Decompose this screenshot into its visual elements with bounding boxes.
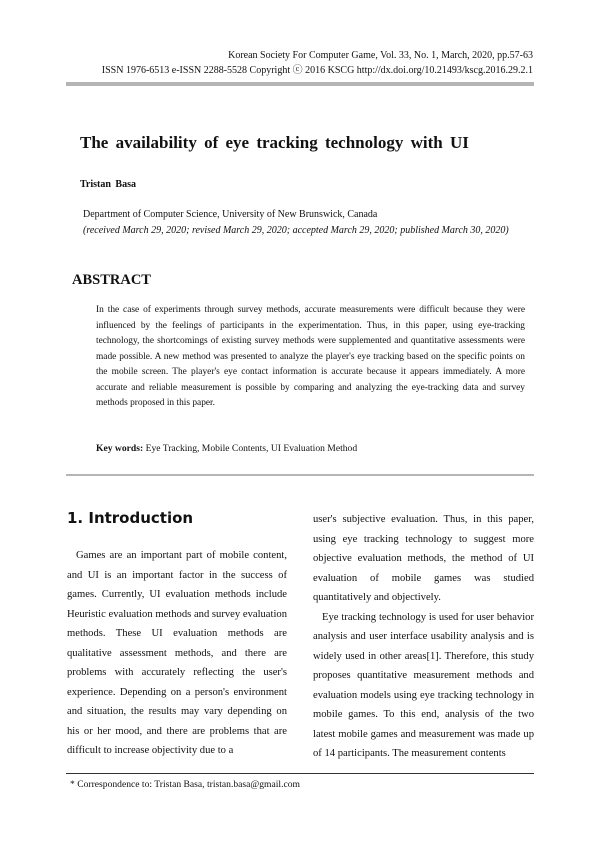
publication-dates: (received March 29, 2020; revised March 29, 2020; accepted March 29, 2020; published March 30, 2020) (83, 225, 509, 236)
keywords-value: Eye Tracking, Mobile Contents, UI Evaluation Method (145, 443, 358, 454)
correspondence-footnote: * Correspondence to: Tristan Basa, tristan.basa@gmail.com (70, 779, 300, 790)
footnote-rule (66, 773, 534, 774)
abstract-heading: ABSTRACT (72, 272, 151, 288)
keywords (96, 443, 357, 454)
left-column (67, 546, 287, 761)
affiliation: Department of Computer Science, University of New Brunswick, Canada (83, 209, 378, 220)
paper-title: The availability of eye tracking technology with UI (80, 133, 469, 152)
intro-paragraph-1: Games are an important part of mobile content, and UI is an important factor in the success of games. Currently, UI evaluation methods include Heuristic evaluation methods and survey evaluation methods. These UI evaluation methods are qualitative assessment methods, and there are problems with accurately reflecting the user's experience. Depending on a person's environment and situation, the results may vary depending on his or her mood, and there are problems that are difficult to increase objectivity due to a (67, 550, 287, 756)
header-rule (66, 82, 534, 86)
section-heading-introduction: 1. Introduction (67, 509, 194, 527)
journal-header-line1: Korean Society For Computer Game, Vol. 33, No. 1, March, 2020, pp.57-63 (228, 50, 533, 61)
journal-header-line2: ISSN 1976-6513 e-ISSN 2288-5528 Copyright ⓒ 2016 KSCG http://dx.doi.org/10.21493/kscg.2016.29.2.1 (101, 65, 533, 76)
abstract-body: In the case of experiments through survey methods, accurate measurements were difficult because they were influenced by the feelings of participants in the experimentation. Thus, in this paper, using eye-tracking technology, the shortcomings of existing survey methods were supplemented and quantitative assessments were made possible. A new method was presented to analyze the player's eye tracking based on the specific points on the mobile screen. The player's eye contact information is accurate because it appears immediately. A more accurate and reliable measurement is possible by comparing and analyzing the eye-tracking data and survey methods proposed in this paper. (96, 305, 525, 408)
right-column (313, 510, 534, 764)
intro-paragraph-1-continued: user's subjective evaluation. Thus, in this paper, using eye tracking technology to suggest more objective evaluation methods, the method of UI evaluation of mobile games was studied quantitatively and objectively. (313, 514, 534, 603)
abstract-rule (66, 474, 534, 476)
keywords-label: Key words: (96, 443, 144, 454)
author-name: Tristan Basa (80, 179, 136, 190)
intro-paragraph-2: Eye tracking technology is used for user behavior analysis and user interface usability analysis and is widely used in other areas[1]. Therefore, this study proposes quantitative measurement methods and evaluation models using eye tracking technology in mobile games. To this end, analysis of the two latest mobile games and measurement was made up of 14 participants. The measurement contents (313, 611, 534, 759)
